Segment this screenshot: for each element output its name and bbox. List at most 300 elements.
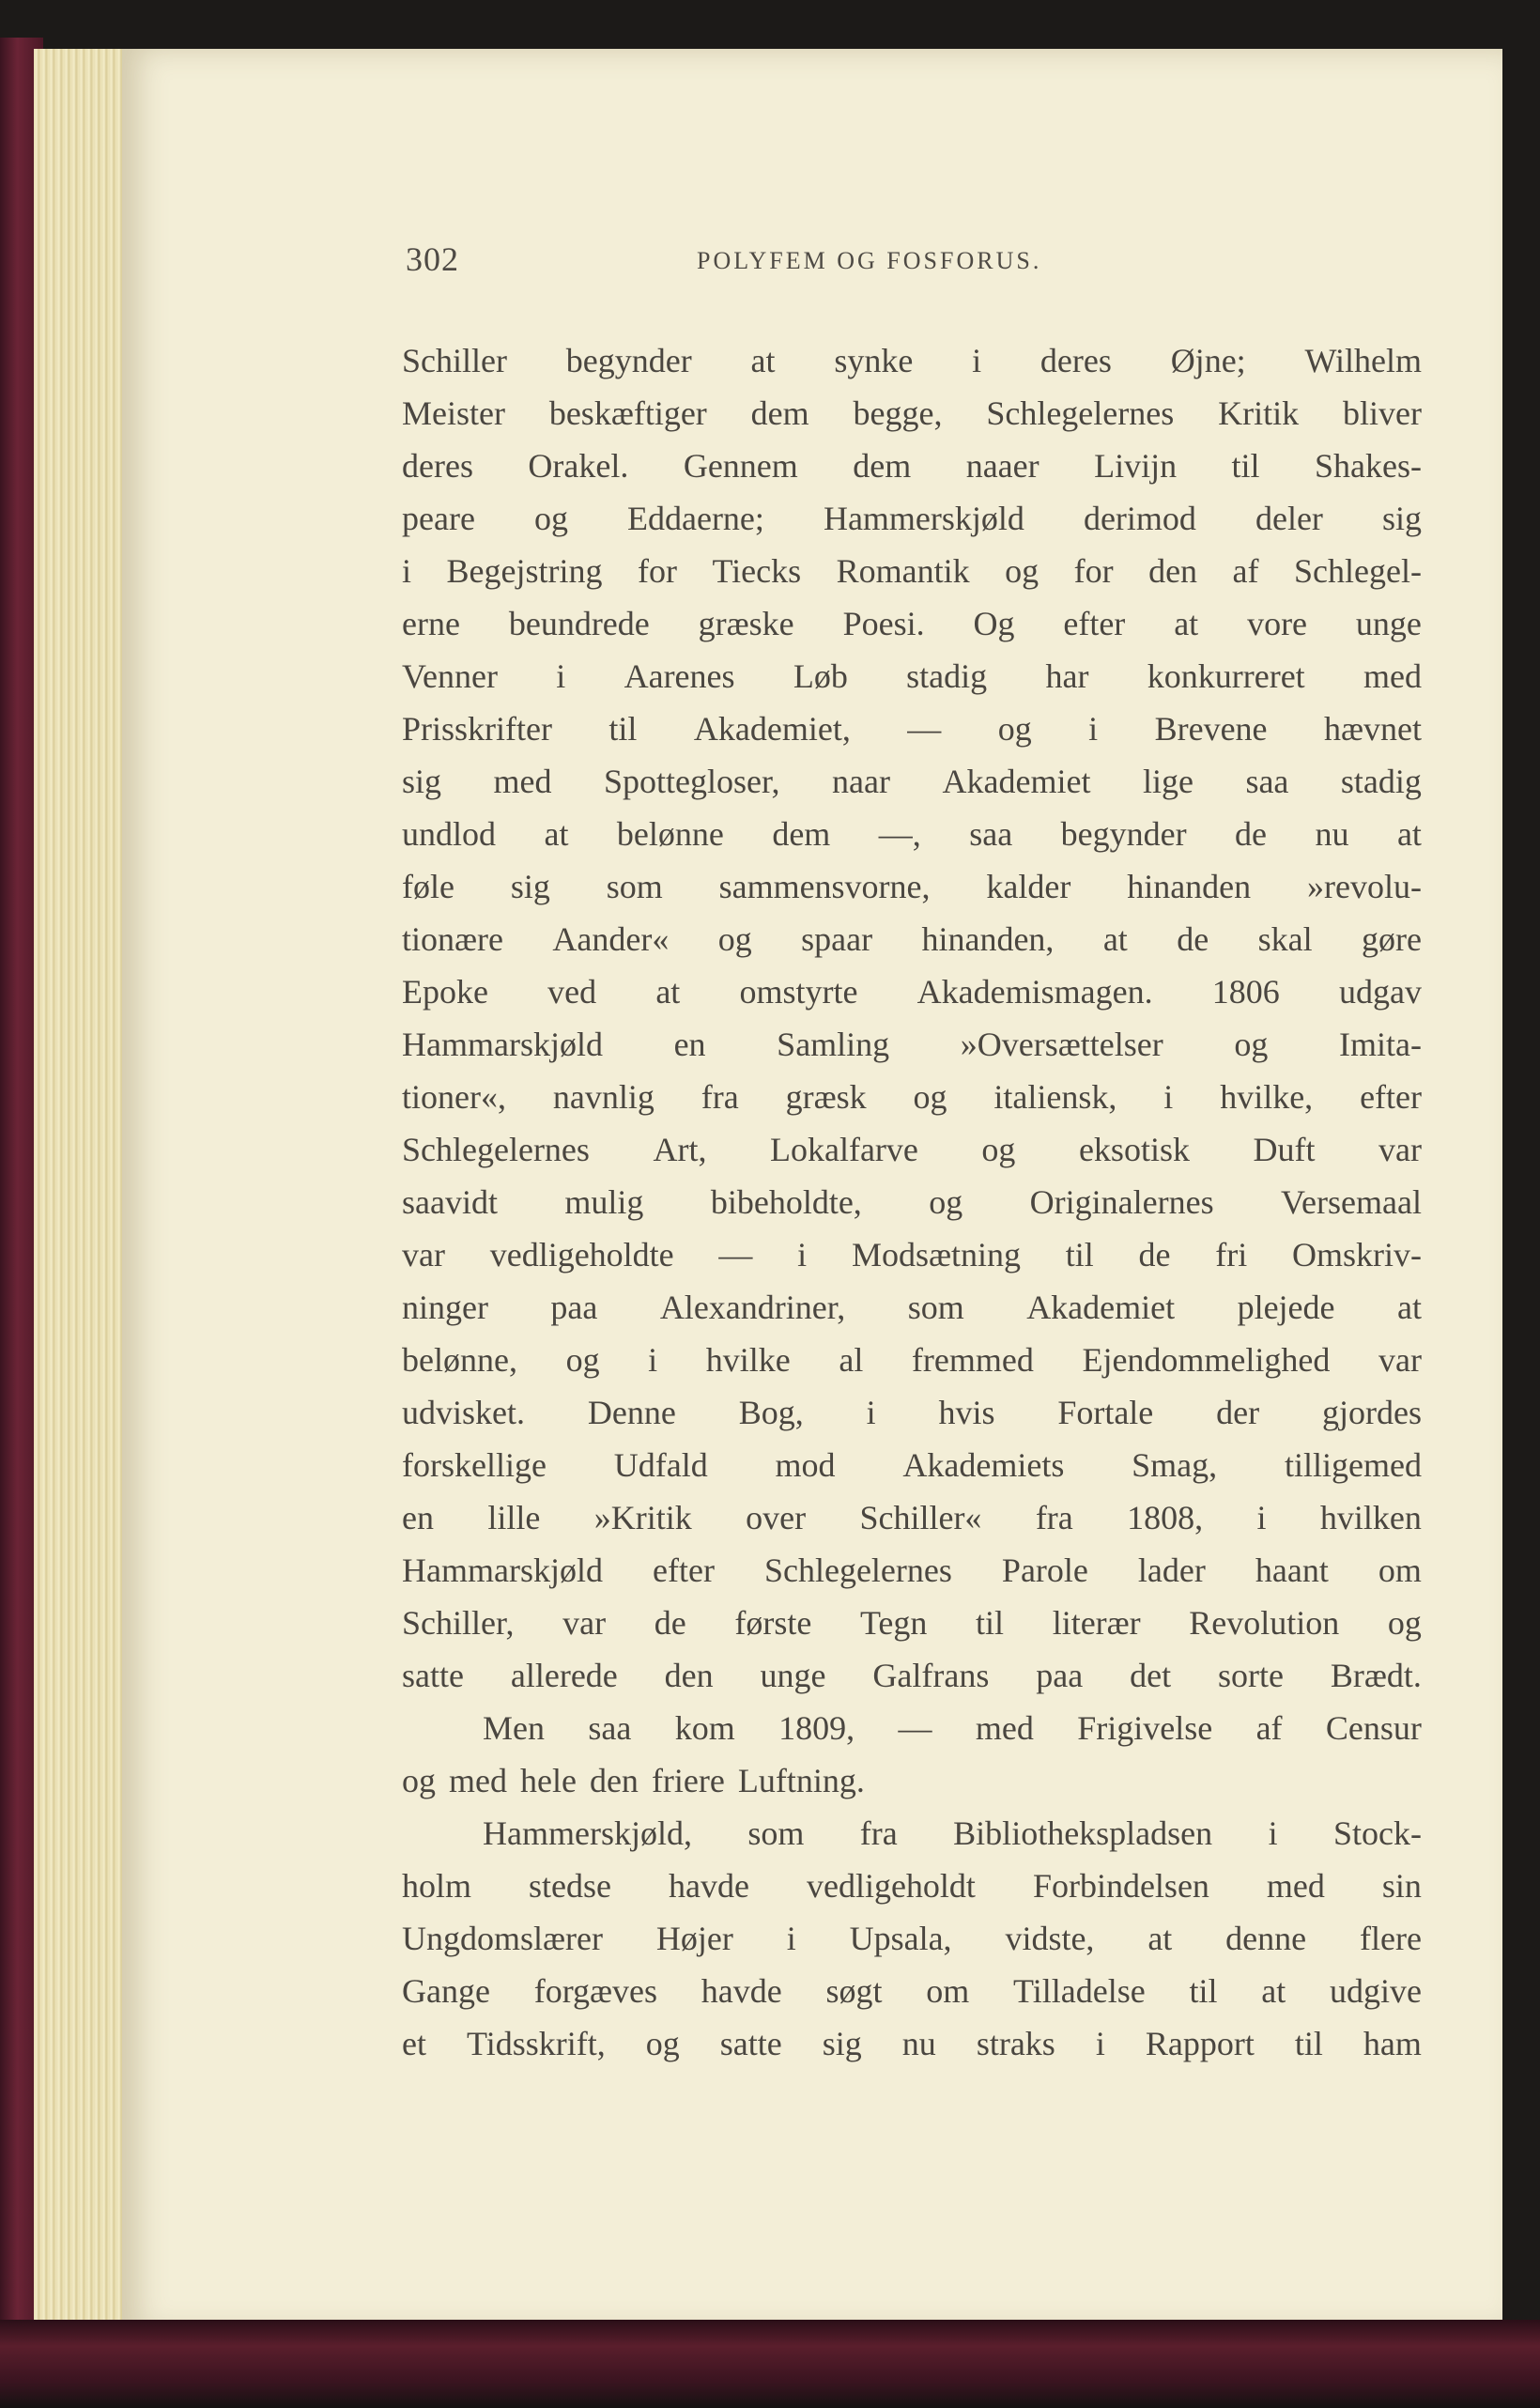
word: navnlig <box>552 1078 654 1116</box>
word: Løb <box>793 657 848 695</box>
word: til <box>976 1604 1005 1642</box>
word: at <box>655 973 681 1011</box>
text-line <box>402 1649 1422 1702</box>
word: efter <box>1360 1078 1422 1116</box>
word: Samling <box>777 1026 890 1063</box>
text-line <box>402 1491 1422 1544</box>
word: stadig <box>906 657 988 695</box>
word: tilligemed <box>1284 1446 1422 1484</box>
word: Akademiet <box>1026 1289 1176 1326</box>
text-line <box>402 1439 1422 1491</box>
book-binding-bottom <box>0 2320 1540 2408</box>
text-line <box>402 1807 1422 1860</box>
word: og <box>1387 1604 1422 1642</box>
word: den <box>664 1657 714 1694</box>
word: fri <box>1215 1236 1248 1273</box>
word: begynder <box>565 342 692 379</box>
word: i <box>797 1236 808 1273</box>
word: til <box>1189 1972 1218 2010</box>
word: Schiller« <box>859 1499 982 1536</box>
word: ninger <box>402 1289 488 1326</box>
word: og <box>645 2025 680 2062</box>
word: Gange <box>402 1972 490 2010</box>
word: Tiecks <box>712 552 802 590</box>
text-line <box>402 1754 1422 1807</box>
word: naar <box>832 763 890 800</box>
word: Ejendommelighed <box>1082 1341 1331 1379</box>
word: paa <box>550 1289 598 1326</box>
word: gjordes <box>1321 1394 1422 1431</box>
word: Shakes- <box>1315 447 1422 485</box>
word: i <box>556 657 566 695</box>
word: literær <box>1052 1604 1141 1642</box>
word: søgt <box>825 1972 883 2010</box>
word: belønne, <box>402 1341 517 1379</box>
word: sorte <box>1218 1657 1284 1694</box>
word: Originalernes <box>1029 1183 1214 1221</box>
word: en <box>402 1499 434 1536</box>
word: saavidt <box>402 1183 498 1221</box>
word: der <box>1216 1394 1260 1431</box>
word: i <box>648 1341 658 1379</box>
word: Tilladelse <box>1013 1972 1146 2010</box>
word: dem <box>750 394 809 432</box>
running-title: POLYFEM OG FOSFORUS. <box>697 247 1042 274</box>
word: Poesi. <box>842 605 925 642</box>
word: om <box>926 1972 970 2010</box>
text-line <box>402 1912 1422 1965</box>
word: Tidsskrift, <box>467 2025 606 2062</box>
word: saa <box>588 1709 632 1747</box>
word: hvilke <box>705 1341 791 1379</box>
word: bliver <box>1342 394 1422 432</box>
word: Duft <box>1253 1131 1316 1168</box>
word: konkurreret <box>1147 657 1305 695</box>
word: straks <box>976 2025 1055 2062</box>
word: Alexandriner, <box>659 1289 846 1326</box>
word: deres <box>402 447 473 485</box>
word: mulig <box>564 1183 644 1221</box>
word: Hammerskjøld, <box>483 1814 692 1852</box>
word: vedligeholdte <box>489 1236 674 1273</box>
text-line <box>402 387 1422 440</box>
word: med <box>1363 657 1422 695</box>
word: Schiller, <box>402 1604 515 1642</box>
word: Versemaal <box>1281 1183 1422 1221</box>
word: Epoke <box>402 973 488 1011</box>
word: Brevene <box>1154 710 1268 748</box>
word: hvilke, <box>1220 1078 1314 1116</box>
word: saa <box>969 815 1013 853</box>
word: udvisket. <box>402 1394 525 1431</box>
text-line <box>402 1334 1422 1386</box>
word: Imita- <box>1338 1026 1422 1063</box>
page-header <box>406 239 1439 286</box>
word: Aander« <box>552 920 670 958</box>
word: fra <box>859 1814 898 1852</box>
word: vedligeholdt <box>806 1867 976 1905</box>
word: og <box>717 920 752 958</box>
word: sig <box>1381 500 1422 537</box>
word: Modsætning <box>851 1236 1021 1273</box>
word: udgav <box>1338 973 1422 1011</box>
word: Højer <box>655 1920 733 1957</box>
word: føle <box>402 868 454 905</box>
word: derimod <box>1083 500 1196 537</box>
word: at <box>1396 815 1422 853</box>
word: at <box>1147 1920 1173 1957</box>
word: tionære <box>402 920 503 958</box>
word: Akademiets <box>902 1446 1065 1484</box>
word: Smag, <box>1132 1446 1218 1484</box>
word: var <box>562 1604 607 1642</box>
word: den <box>1148 552 1198 590</box>
word: nu <box>1315 815 1349 853</box>
word: Brædt. <box>1330 1657 1422 1694</box>
word: skal <box>1257 920 1313 958</box>
text-line <box>402 440 1422 492</box>
word: havde <box>669 1867 749 1905</box>
word: ved <box>547 973 597 1011</box>
word: som <box>747 1814 805 1852</box>
word: i <box>1268 1814 1278 1852</box>
word: med <box>1266 1867 1325 1905</box>
word: de <box>1235 815 1268 853</box>
word: og <box>929 1183 963 1221</box>
word: lader <box>1137 1551 1206 1589</box>
word: til <box>1065 1236 1094 1273</box>
text-line <box>402 334 1422 387</box>
word: italiensk, <box>993 1078 1117 1116</box>
word: at <box>1174 605 1199 642</box>
word: og <box>913 1078 947 1116</box>
text-line <box>402 808 1422 860</box>
word: satte <box>719 2025 782 2062</box>
word: lige <box>1142 763 1194 800</box>
word: de <box>1138 1236 1171 1273</box>
word: Akademismagen. <box>916 973 1153 1011</box>
word: Hammarskjøld <box>402 1026 603 1063</box>
page-number: 302 <box>406 240 459 278</box>
word: med <box>449 1762 507 1799</box>
word: Begejstring <box>446 552 603 590</box>
word: deler <box>1255 500 1323 537</box>
word: vidste, <box>1005 1920 1095 1957</box>
word: Fortale <box>1057 1394 1154 1431</box>
word: hvilken <box>1319 1499 1422 1536</box>
word: efter <box>1063 605 1126 642</box>
word: i <box>1163 1078 1174 1116</box>
word: Ungdomslærer <box>402 1920 603 1957</box>
word: og <box>402 1762 436 1799</box>
word: for <box>637 552 677 590</box>
word: nu <box>901 2025 936 2062</box>
word: forgæves <box>533 1972 658 2010</box>
word: satte <box>402 1657 464 1694</box>
word: beundrede <box>508 605 650 642</box>
word: at <box>750 342 776 379</box>
word: af <box>1232 552 1259 590</box>
word: naaer <box>965 447 1040 485</box>
word: Bog, <box>738 1394 804 1431</box>
word: græsk <box>785 1078 867 1116</box>
word: »Kritik <box>593 1499 692 1536</box>
text-line <box>402 1123 1422 1176</box>
word: i <box>402 552 412 590</box>
word: i <box>1256 1499 1267 1536</box>
word: saa <box>1245 763 1289 800</box>
text-line <box>402 1281 1422 1334</box>
word: — <box>898 1709 932 1747</box>
word: omstyrte <box>739 973 858 1011</box>
word: deres <box>1040 342 1112 379</box>
word: fra <box>1035 1499 1073 1536</box>
word: af <box>1255 1709 1283 1747</box>
word: Schlegelernes <box>763 1551 952 1589</box>
word: Spottegloser, <box>604 763 780 800</box>
word: unge <box>760 1657 826 1694</box>
word: Galfrans <box>872 1657 990 1694</box>
word: Livijn <box>1094 447 1178 485</box>
word: Akademiet <box>942 763 1091 800</box>
text-line <box>402 1597 1422 1649</box>
word: —, <box>878 815 921 853</box>
word: en <box>673 1026 706 1063</box>
word: har <box>1045 657 1089 695</box>
word: Gennem <box>683 447 798 485</box>
word: eksotisk <box>1078 1131 1190 1168</box>
word: til <box>1231 447 1260 485</box>
word: til <box>608 710 638 748</box>
word: dem <box>853 447 912 485</box>
word: beskæftiger <box>548 394 707 432</box>
word: — <box>907 710 942 748</box>
word: begge, <box>853 394 943 432</box>
text-line <box>402 1176 1422 1228</box>
word: det <box>1130 1657 1172 1694</box>
word: i <box>866 1394 876 1431</box>
text-line <box>402 1860 1422 1912</box>
word: Censur <box>1325 1709 1422 1747</box>
word: første <box>734 1604 812 1642</box>
word: Omskriv- <box>1291 1236 1422 1273</box>
word: 1809, <box>778 1709 855 1747</box>
word: med <box>975 1709 1034 1747</box>
word: Forbindelsen <box>1032 1867 1209 1905</box>
body-text <box>402 334 1422 2070</box>
word: sig <box>402 763 442 800</box>
word: allerede <box>510 1657 618 1694</box>
word: i <box>786 1920 796 1957</box>
word: Kritik <box>1218 394 1300 432</box>
text-line <box>402 702 1422 755</box>
word: med <box>493 763 552 800</box>
word: Romantik <box>836 552 970 590</box>
word: haant <box>1255 1551 1329 1589</box>
word: og <box>565 1341 600 1379</box>
word: Revolution <box>1189 1604 1340 1642</box>
word: Art, <box>653 1131 707 1168</box>
word: dem <box>772 815 831 853</box>
word: sig <box>822 2025 862 2062</box>
word: græske <box>698 605 794 642</box>
word: over <box>746 1499 807 1536</box>
word: Eddaerne; <box>627 500 764 537</box>
word: al <box>839 1341 864 1379</box>
word: var <box>1378 1131 1422 1168</box>
word: var <box>402 1236 445 1273</box>
word: kom <box>674 1709 735 1747</box>
word: Luftning. <box>737 1762 865 1799</box>
word: bibeholdte, <box>710 1183 862 1221</box>
word: og <box>1234 1026 1269 1063</box>
word: »Oversættelser <box>960 1026 1163 1063</box>
word: peare <box>402 500 475 537</box>
word: flere <box>1360 1920 1422 1957</box>
text-line <box>402 965 1422 1018</box>
word: Og <box>973 605 1015 642</box>
word: Aarenes <box>624 657 735 695</box>
text-line <box>402 650 1422 702</box>
word: belønne <box>616 815 724 853</box>
word: paa <box>1036 1657 1084 1694</box>
word: hinanden, <box>921 920 1055 958</box>
text-line <box>402 545 1422 597</box>
word: begynder <box>1060 815 1187 853</box>
word: — <box>718 1236 753 1273</box>
word: sin <box>1381 1867 1422 1905</box>
word: hinanden <box>1127 868 1252 905</box>
word: Prisskrifter <box>402 710 552 748</box>
word: de <box>1177 920 1209 958</box>
word: erne <box>402 605 460 642</box>
word: 1806 <box>1211 973 1280 1011</box>
word: de <box>654 1604 686 1642</box>
word: hvis <box>938 1394 995 1431</box>
text-line <box>402 1965 1422 2017</box>
word: forskellige <box>402 1446 547 1484</box>
word: sig <box>510 868 550 905</box>
word: fremmed <box>911 1341 1034 1379</box>
text-line <box>402 1018 1422 1071</box>
text-line <box>402 1544 1422 1597</box>
text-line <box>402 913 1422 965</box>
text-line <box>402 755 1422 808</box>
word: Men <box>483 1709 545 1747</box>
word: som <box>606 868 663 905</box>
word: om <box>1378 1551 1422 1589</box>
text-line <box>402 1228 1422 1281</box>
word: og <box>997 710 1032 748</box>
word: Akademiet, <box>693 710 851 748</box>
word: at <box>1102 920 1128 958</box>
word: ham <box>1363 2025 1422 2062</box>
text-line <box>402 1702 1422 1754</box>
word: Stock- <box>1332 1814 1422 1852</box>
word: stedse <box>529 1867 611 1905</box>
word: at <box>1396 1289 1422 1326</box>
word: Øjne; <box>1170 342 1246 379</box>
word: friere <box>651 1762 725 1799</box>
word: efter <box>653 1551 715 1589</box>
text-line <box>402 597 1422 650</box>
word: for <box>1073 552 1114 590</box>
word: Orakel. <box>528 447 629 485</box>
word: var <box>1378 1341 1422 1379</box>
text-line <box>402 2017 1422 2070</box>
text-line <box>402 1386 1422 1439</box>
word: Venner <box>402 657 498 695</box>
word: vore <box>1247 605 1308 642</box>
word: og <box>981 1131 1016 1168</box>
word: Udfald <box>613 1446 708 1484</box>
word: plejede <box>1237 1289 1335 1326</box>
word: Frigivelse <box>1077 1709 1213 1747</box>
word: og <box>1005 552 1040 590</box>
word: til <box>1294 2025 1323 2062</box>
word: i <box>1095 2025 1105 2062</box>
word: synke <box>834 342 914 379</box>
word: Rapport <box>1145 2025 1255 2062</box>
word: Denne <box>587 1394 676 1431</box>
word: Lokalfarve <box>769 1131 918 1168</box>
word: havde <box>701 1972 782 2010</box>
word: Schiller <box>402 342 507 379</box>
word: spaar <box>801 920 873 958</box>
word: mod <box>775 1446 836 1484</box>
word: 1808, <box>1127 1499 1204 1536</box>
word: Schlegel- <box>1293 552 1422 590</box>
word: unge <box>1355 605 1422 642</box>
word: stadig <box>1340 763 1422 800</box>
word: fra <box>701 1078 739 1116</box>
word: Upsala, <box>849 1920 952 1957</box>
word: Bibliothekspladsen <box>953 1814 1213 1852</box>
word: sammensvorne, <box>718 868 931 905</box>
word: hele <box>519 1762 577 1799</box>
word: at <box>544 815 569 853</box>
word: den <box>589 1762 639 1799</box>
word: Schlegelernes <box>986 394 1175 432</box>
word: holm <box>402 1867 472 1905</box>
word: i <box>972 342 982 379</box>
word: og <box>533 500 568 537</box>
word: Hammerskjøld <box>823 500 1024 537</box>
word: udgive <box>1329 1972 1422 2010</box>
word: kalder <box>986 868 1071 905</box>
word: undlod <box>402 815 497 853</box>
word: hævnet <box>1323 710 1422 748</box>
word: lille <box>487 1499 541 1536</box>
word: Meister <box>402 394 505 432</box>
word: Tegn <box>859 1604 928 1642</box>
word: »revolu- <box>1307 868 1422 905</box>
word: Wilhelm <box>1304 342 1422 379</box>
word: Hammarskjøld <box>402 1551 603 1589</box>
text-line <box>402 860 1422 913</box>
text-line <box>402 492 1422 545</box>
word: tioner«, <box>402 1078 506 1116</box>
word: Schlegelernes <box>402 1131 590 1168</box>
word: Parole <box>1001 1551 1088 1589</box>
word: denne <box>1225 1920 1307 1957</box>
word: gøre <box>1361 920 1422 958</box>
word: et <box>402 2025 426 2062</box>
word: i <box>1088 710 1099 748</box>
word: at <box>1261 1972 1286 2010</box>
word: som <box>907 1289 964 1326</box>
text-line <box>402 1071 1422 1123</box>
